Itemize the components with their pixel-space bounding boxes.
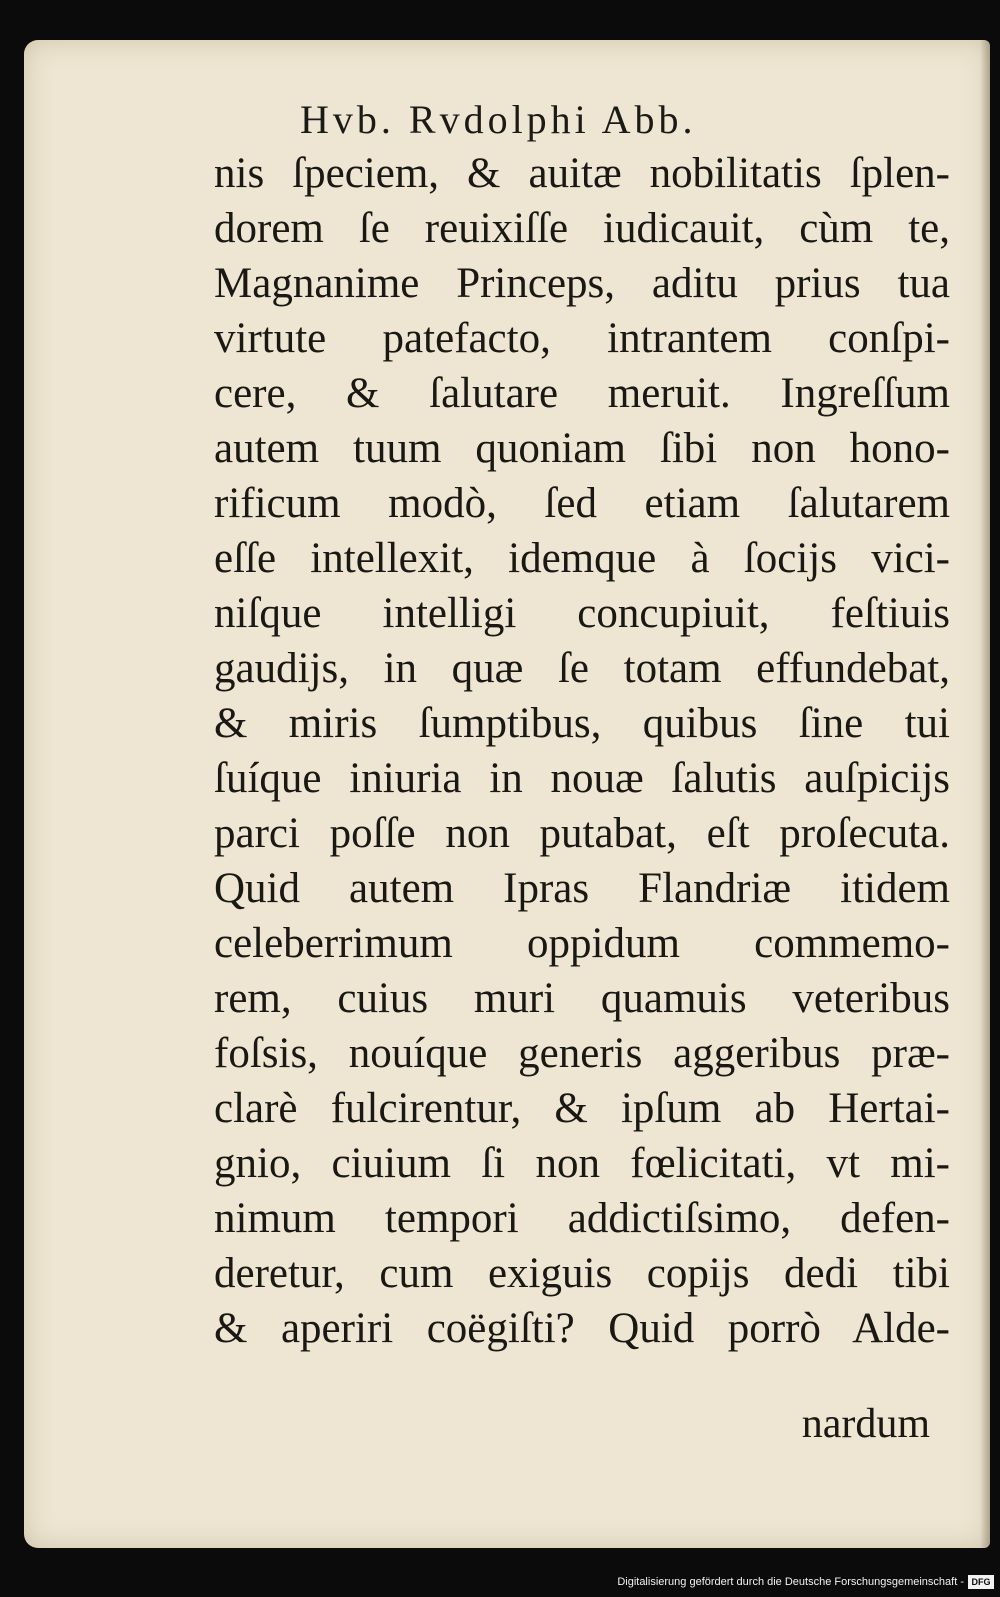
text-line: rificum modò, ſed etiam ſalutarem — [214, 480, 950, 527]
text-line: deretur, cum exiguis copijs dedi tibi — [214, 1250, 950, 1297]
text-line: gnio, ciuium ſi non fœlicitati, vt mi- — [214, 1140, 950, 1187]
text-line: cere, & ſalutare meruit. Ingreſſum — [214, 370, 950, 417]
funding-credit: Digitalisierung gefördert durch die Deutsche Forschungsgemeinschaft - — [617, 1576, 964, 1588]
text-line: Magnanime Princeps, aditu prius tua — [214, 260, 950, 307]
text-line: foſsis, nouíque generis aggeribus præ- — [214, 1030, 950, 1077]
text-line: nis ſpeciem, & auitæ nobilitatis ſplen- — [214, 150, 950, 197]
footer-bar — [0, 1570, 1000, 1597]
text-line: clarè fulcirentur, & ipſum ab Hertai- — [214, 1085, 950, 1132]
body-text — [214, 146, 950, 1356]
text-line: gaudijs, in quæ ſe totam effundebat, — [214, 645, 950, 692]
text-line: ſuíque iniuria in nouæ ſalutis auſpicijs — [214, 755, 950, 802]
text-line: niſque intelligi concupiuit, feſtiuis — [214, 590, 950, 637]
text-line: & miris ſumptibus, quibus ſine tui — [214, 700, 950, 747]
dfg-logo-icon: DFG — [968, 1575, 994, 1589]
text-line: dorem ſe reuixiſſe iudicauit, cùm te, — [214, 205, 950, 252]
text-line: Quid autem Ipras Flandriæ itidem — [214, 865, 950, 912]
text-line: autem tuum quoniam ſibi non hono- — [214, 425, 950, 472]
text-line: celeberrimum oppidum commemo- — [214, 920, 950, 967]
text-line: rem, cuius muri quamuis veteribus — [214, 975, 950, 1022]
text-line: & aperiri coëgiſti? Quid porrò Alde- — [214, 1305, 950, 1352]
catchword: nardum — [801, 1401, 930, 1447]
text-line: parci poſſe non putabat, eſt proſecuta. — [214, 810, 950, 857]
text-line: eſſe intellexit, idemque à ſocijs vici- — [214, 535, 950, 582]
running-head: Hvb. Rvdolphi Abb. — [300, 97, 697, 142]
text-line: virtute patefacto, intrantem conſpi- — [214, 315, 950, 362]
book-page — [24, 40, 990, 1548]
text-line: nimum tempori addictiſsimo, defen- — [214, 1195, 950, 1242]
